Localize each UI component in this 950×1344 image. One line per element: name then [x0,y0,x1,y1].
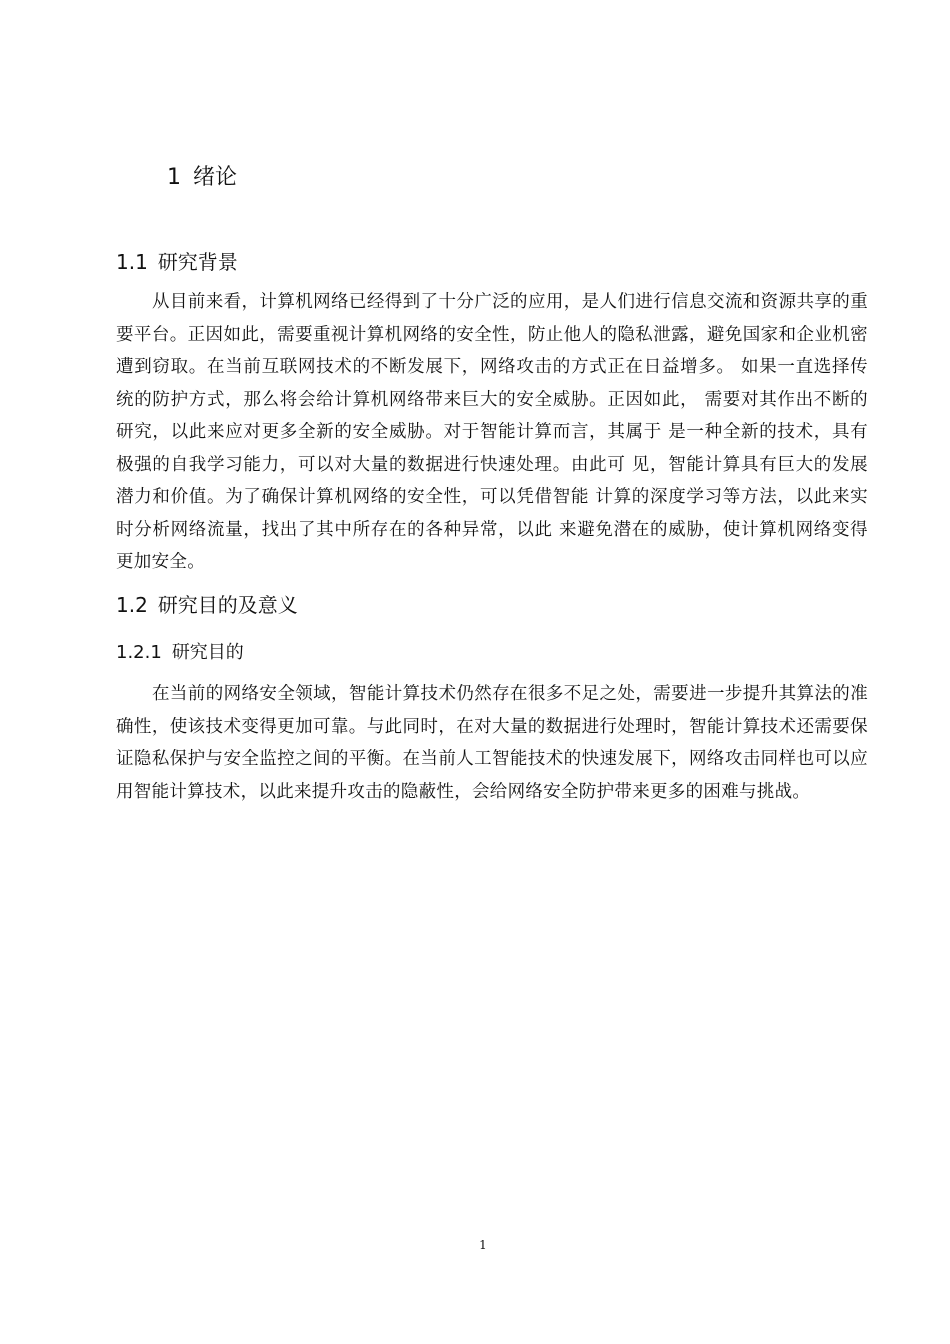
section-heading-research-purpose-significance [116,591,298,619]
chapter-number: 1 [167,165,181,190]
section-title-text: 研究背景 [157,250,238,274]
subsection-title-text: 研究目的 [171,642,244,663]
research-background-paragraph: 从目前来看，计算机网络已经得到了十分广泛的应用，是人们进行信息交流和资源共享的重要平台。正因如此，需要重视计算机网络的安全性，防止他人的隐私泄露，避免国家和企业机密遭到窃取。在当前互联网技术的不断发展下，网络攻击的方式正在日益增多。 如果一直选择传统的防护方式，那么将会给计算机网络带来巨大的安全威胁。正因如此， 需要对其作出不断的研究，以此来应对更多全新的安全威胁。对于智能计算而言，其属于 是一种全新的技术，具有极强的自我学习能力，可以对大量的数据进行快速处理。由此可 见，智能计算具有巨大的发展潜力和价值。为了确保计算机网络的安全性，可以凭借智能 计算的深度学习等方法，以此来实时分析网络流量，找出了其中所存在的各种异常，以此 来避免潜在的威胁，使计算机网络变得更加安全。 [116,292,868,572]
section-title-text: 研究目的及意义 [157,593,298,617]
subsection-number: 1.2.1 [116,642,162,663]
chapter-title-text: 绪论 [193,165,238,190]
research-purpose-paragraph: 在当前的网络安全领域，智能计算技术仍然存在很多不足之处，需要进一步提升其算法的准确性，使该技术变得更加可靠。与此同时，在对大量的数据进行处理时，智能计算技术还需要保证隐私保护与安全监控之间的平衡。在当前人工智能技术的快速发展下，网络攻击同样也可以应用智能计算技术，以此来提升攻击的隐蔽性，会给网络安全防护带来更多的困难与挑战。 [116,684,868,802]
section-heading-research-background [116,248,238,276]
page-number: 1 [479,1238,487,1252]
chapter-heading [167,163,237,193]
subsection-heading-research-purpose [116,640,244,666]
section-number: 1.1 [116,250,148,274]
section-number: 1.2 [116,593,148,617]
